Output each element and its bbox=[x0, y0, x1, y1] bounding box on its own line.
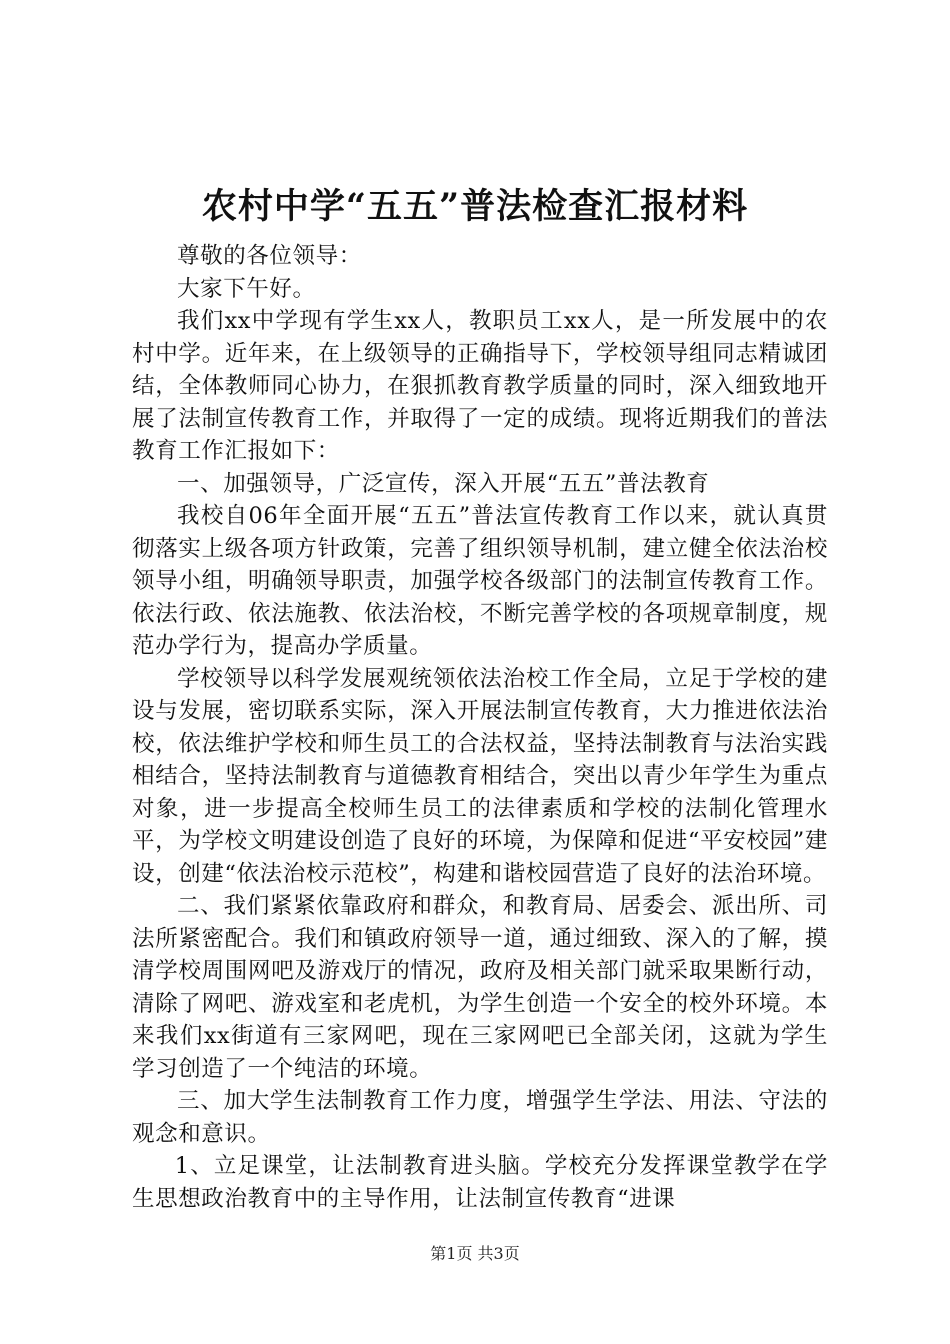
salutation: 尊敬的各位领导： bbox=[177, 243, 362, 269]
section-heading-1: 一、加强领导，广泛宣传，深入开展“五五”普法教育 bbox=[177, 470, 710, 497]
page-footer: 第1页 共3页 bbox=[430, 1244, 520, 1263]
intro-paragraph: 我们xx中学现有学生xx人，教职员工xx人，是一所发展中的农村中学。近年来，在上级领导的正确指导下，学校领导组同志精诚团结，全体教师同心协力，在狠抓教育教学质量的同时，深入细致地开展了法制宣传教育工作，并取得了一定的成绩。现将近期我们的普法教育工作汇报如下： bbox=[132, 308, 828, 464]
body-paragraph: 学校领导以科学发展观统领依法治校工作全局，立足于学校的建设与发展，密切联系实际，深入开展法制宣传教育，大力推进依法治校，依法维护学校和师生员工的合法权益，坚持法制教育与法治实践相结合，坚持法制教育与道德教育相结合，突出以青少年学生为重点对象，进一步提高全校师生员工的法律素质和学校的法制化管理水平，为学校文明建设创造了良好的环境，为保障和促进“平安校园”建设，创建“依法治校示范校”，构建和谐校园营造了良好的法治环境。 bbox=[132, 665, 828, 887]
greeting: 大家下午好。 bbox=[177, 275, 316, 302]
document-body bbox=[132, 240, 828, 1215]
sub-item-1: 1、立足课堂，让法制教育进头脑。学校充分发挥课堂教学在学生思想政治教育中的主导作用，让法制宣传教育“进课 bbox=[132, 1153, 828, 1212]
document-title: 农村中学“五五”普法检查汇报材料 bbox=[201, 186, 749, 227]
section-heading-3: 三、加大学生法制教育工作力度，增强学生学法、用法、守法的观念和意识。 bbox=[132, 1088, 828, 1147]
body-paragraph: 我校自06年全面开展“五五”普法宣传教育工作以来，就认真贯彻落实上级各项方针政策，完善了组织领导机制，建立健全依法治校领导小组，明确领导职责，加强学校各级部门的法制宣传教育工作。依法行政、依法施教、依法治校，不断完善学校的各项规章制度，规范办学行为，提高办学质量。 bbox=[132, 503, 828, 659]
section-heading-2: 二、我们紧紧依靠政府和群众，和教育局、居委会、派出所、司法所紧密配合。我们和镇政府领导一道，通过细致、深入的了解，摸清学校周围网吧及游戏厅的情况，政府及相关部门就采取果断行动，清除了网吧、游戏室和老虎机，为学生创造一个安全的校外环境。本来我们xx街道有三家网吧，现在三家网吧已全部关闭，这就为学生学习创造了一个纯洁的环境。 bbox=[132, 893, 828, 1082]
